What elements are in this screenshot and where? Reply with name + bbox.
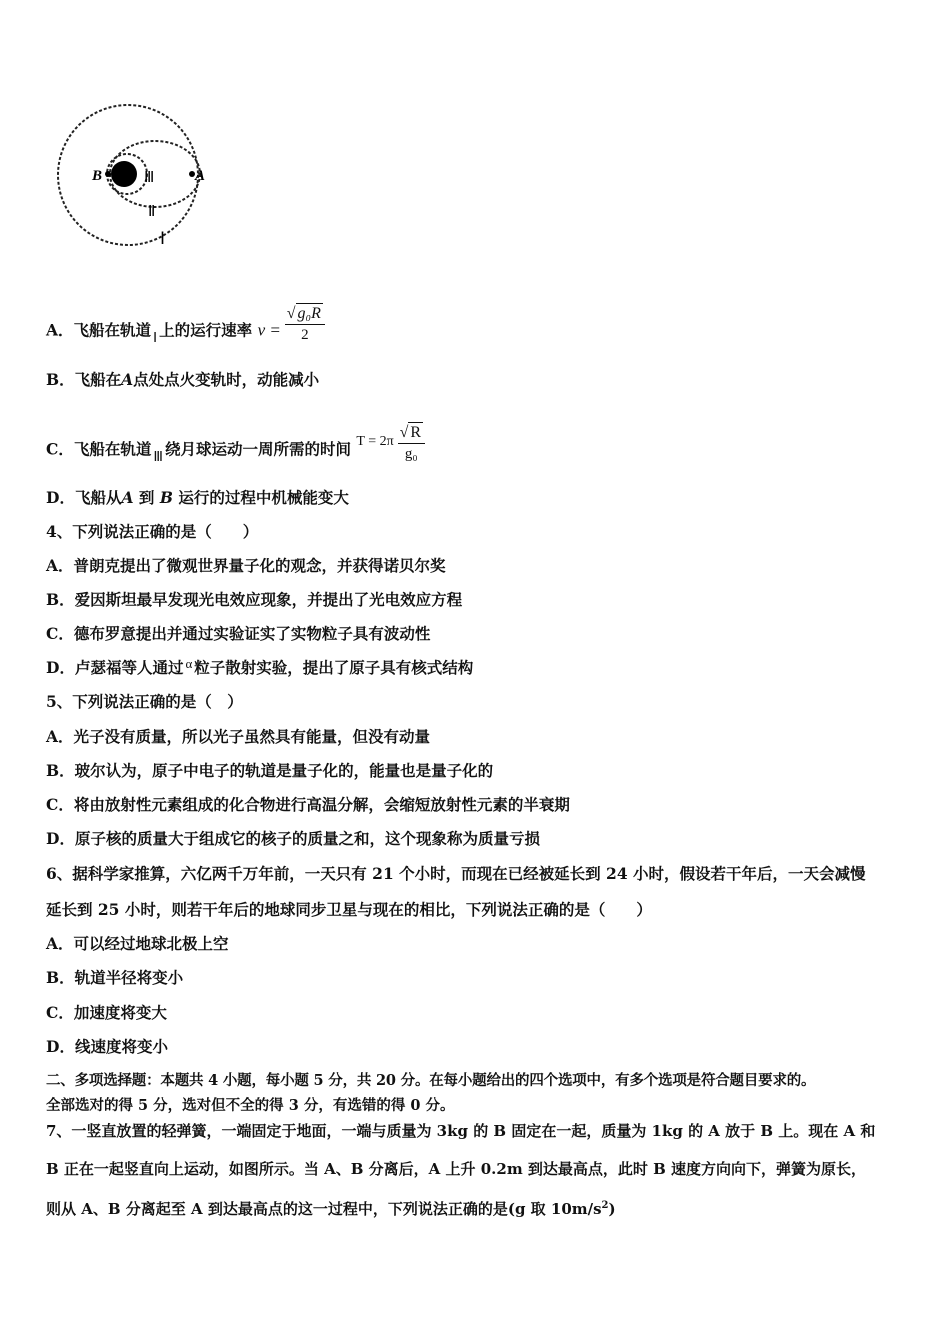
label-orbit3: Ⅲ (144, 170, 155, 186)
q6-option-b: B．轨道半径将变小 (46, 968, 184, 987)
q6-stem-line2: 延长到 25 小时，则若干年后的地球同步卫星与现在的相比，下列说法正确的是（ ） (46, 900, 652, 919)
q3-option-b: B．飞船在A点处点火变轨时，动能减小 (46, 370, 320, 389)
orbit-label: Ⅰ (153, 330, 158, 346)
q4-option-b: B．爱因斯坦最早发现光电效应现象，并提出了光电效应方程 (46, 590, 463, 609)
q6-stem-line1: 6、据科学家推算，六亿两千万年前，一天只有 21 个小时，而现在已经被延长到 24 小时，假设若干年后，一天会减慢 (46, 864, 866, 883)
moon (111, 161, 137, 187)
label-b: B (92, 168, 103, 184)
q7-line1: 7、一竖直放置的轻弹簧，一端固定于地面，一端与质量为 3kg 的 B 固定在一起，质量为 1kg 的 A 放于 B 上。现在 A 和 (46, 1122, 876, 1140)
speed-formula: v = $\frac{\text{√ g₀R}}{2}$ (258, 311, 325, 353)
q6-option-c: C．加速度将变大 (46, 1003, 167, 1022)
point-b (105, 171, 111, 177)
q3-option-a: A．飞船在轨道 Ⅰ 上的运行速率 v = $\frac{\text{√ g₀R}}{2}$ (46, 311, 325, 353)
q4-option-c: C．德布罗意提出并通过实验证实了实物粒子具有波动性 (46, 624, 431, 643)
orbit-label: Ⅲ (153, 449, 163, 465)
q5-option-c: C．将由放射性元素组成的化合物进行高温分解，会缩短放射性元素的半衰期 (46, 795, 570, 814)
section2-heading-line1: 二、多项选择题：本题共 4 小题，每小题 5 分，共 20 分。在每小题给出的四个选项中，有多个选项是符合题目要求的。 (46, 1072, 816, 1089)
q3-option-c: C．飞船在轨道 Ⅲ 绕月球运动一周所需的时间 T = 2π $\frac{√ R}{\text{g₀}}$ (46, 430, 425, 472)
label-orbit1: Ⅰ (160, 229, 166, 248)
q3-option-d: D．飞船从A 到 B 运行的过程中机械能变大 (46, 488, 349, 507)
q6-option-a: A．可以经过地球北极上空 (46, 934, 229, 953)
q7-line3: 则从 A、B 分离起至 A 到达最高点的这一过程中，下列说法正确的是(g 取 $10m/s^2$) (46, 1200, 616, 1218)
q5-stem: 5、下列说法正确的是（ ） (46, 692, 243, 711)
q5-option-a: A．光子没有质量，所以光子虽然具有能量，但没有动量 (46, 727, 431, 746)
q4-option-a: A．普朗克提出了微观世界量子化的观念，并获得诺贝尔奖 (46, 556, 446, 575)
q4-stem: 4、下列说法正确的是（ ） (46, 522, 259, 541)
alpha-symbol: α (185, 656, 193, 671)
q6-option-d: D．线速度将变小 (46, 1037, 168, 1056)
section2-heading-line2: 全部选对的得 5 分，选对但不全的得 3 分，有选错的得 0 分。 (46, 1097, 455, 1114)
label-a: A (195, 168, 206, 184)
label-orbit2: Ⅱ (148, 204, 156, 220)
orbit-diagram (40, 100, 230, 255)
q5-option-b: B．玻尔认为，原子中电子的轨道是量子化的，能量也是量子化的 (46, 761, 494, 780)
q4-option-d: D．卢瑟福等人通过 $^\alpha$ 粒子散射实验，提出了原子具有核式结构 (46, 656, 474, 677)
q5-option-d: D．原子核的质量大于组成它的核子的质量之和，这个现象称为质量亏损 (46, 829, 540, 848)
q7-line2: B 正在一起竖直向上运动，如图所示。当 A、B 分离后，A 上升 0.2m 到达最高点，此时 B 速度方向向下，弹簧为原长， (46, 1160, 867, 1178)
period-formula: T = 2π $\frac{√ R}{\text{g₀}}$ (356, 430, 425, 472)
